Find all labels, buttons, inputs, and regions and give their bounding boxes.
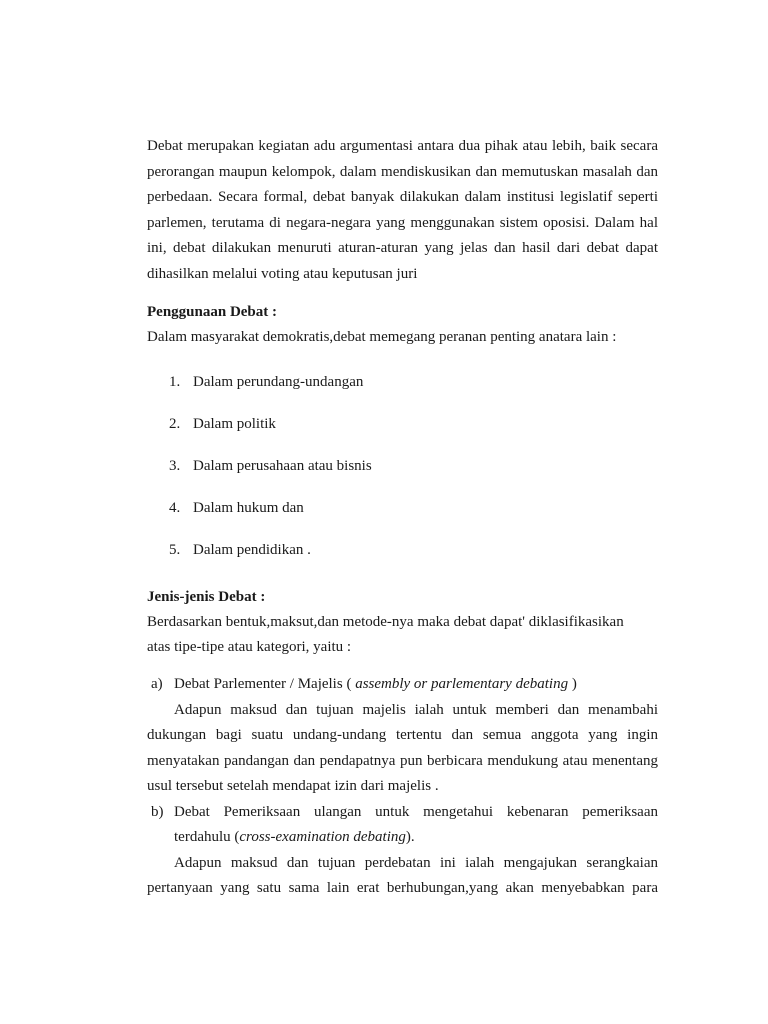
document-page (147, 134, 658, 902)
types-lead: Berdasarkan bentuk,maksut,dan metode-nya maka debat dapat' diklasifikasikan atas tipe-tipe atau kategori, yaitu : (147, 614, 624, 655)
usage-lead: Dalam masyarakat demokratis,debat memegang peranan penting anatara lain : (147, 329, 617, 345)
list-number: 2. (169, 416, 181, 432)
types-heading: Jenis-jenis Debat : (147, 589, 266, 605)
type-a-title-text: Debat Parlementer / Majelis ( (174, 676, 356, 692)
type-b-title-end: ). (405, 829, 415, 845)
list-text: Dalam politik (193, 416, 276, 432)
type-a-title (147, 672, 658, 698)
list-item (147, 361, 658, 403)
list-number: 1. (169, 374, 181, 390)
list-number: 3. (169, 458, 181, 474)
type-a-body: Adapun maksud dan tujuan majelis ialah untuk memberi dan menambahi dukungan bagi suatu undang-undang tertentu dan semua anggota yang ingin menyatakan pandangan dan pendapatnya pun berbicara mendukung atau menentang usul tersebut setelah mendapat izin dari majelis . (147, 701, 658, 794)
type-b-title-italic: cross-examination debating (239, 829, 406, 845)
type-b-title (147, 800, 658, 851)
type-b-marker: b) (151, 803, 164, 820)
list-number: 4. (169, 500, 181, 516)
list-item (147, 403, 658, 445)
type-b-body: Adapun maksud dan tujuan perdebatan ini ialah mengajukan serangkaian pertanyaan yang satu sama lain erat berhubungan,yang akan menyebabkan para (147, 854, 658, 896)
list-text: Dalam perundang-undangan (193, 374, 364, 390)
list-text: Dalam perusahaan atau bisnis (193, 458, 372, 474)
intro-paragraph: Debat merupakan kegiatan adu argumentasi antara dua pihak atau lebih, baik secara perorangan maupun kelompok, dalam mendiskusikan dan memutuskan masalah dan perbedaan. Secara formal, debat banyak dilakukan dalam institusi legislatif seperti parlemen, terutama di negara-negara yang menggunakan sistem oposisi. Dalam hal ini, debat dilakukan menuruti aturan-aturan yang jelas dan hasil dari debat dapat dihasilkan melalui voting atau keputusan juri (147, 138, 658, 282)
list-item (147, 487, 658, 529)
list-item (147, 445, 658, 487)
list-text: Dalam pendidikan . (193, 542, 311, 558)
list-number: 5. (169, 542, 181, 558)
type-a-title-italic: assembly or parlementary debating (355, 676, 569, 692)
type-a-marker: a) (151, 676, 163, 692)
usage-heading: Penggunaan Debat : (147, 304, 278, 320)
list-item (147, 529, 658, 571)
usage-list (147, 361, 658, 571)
type-b-title-text: Debat Pemeriksaan ulangan untuk mengetahui kebenaran pemeriksaan terdahulu ( (174, 803, 658, 845)
list-text: Dalam hukum dan (193, 500, 304, 516)
type-a-title-end: ) (568, 676, 577, 692)
